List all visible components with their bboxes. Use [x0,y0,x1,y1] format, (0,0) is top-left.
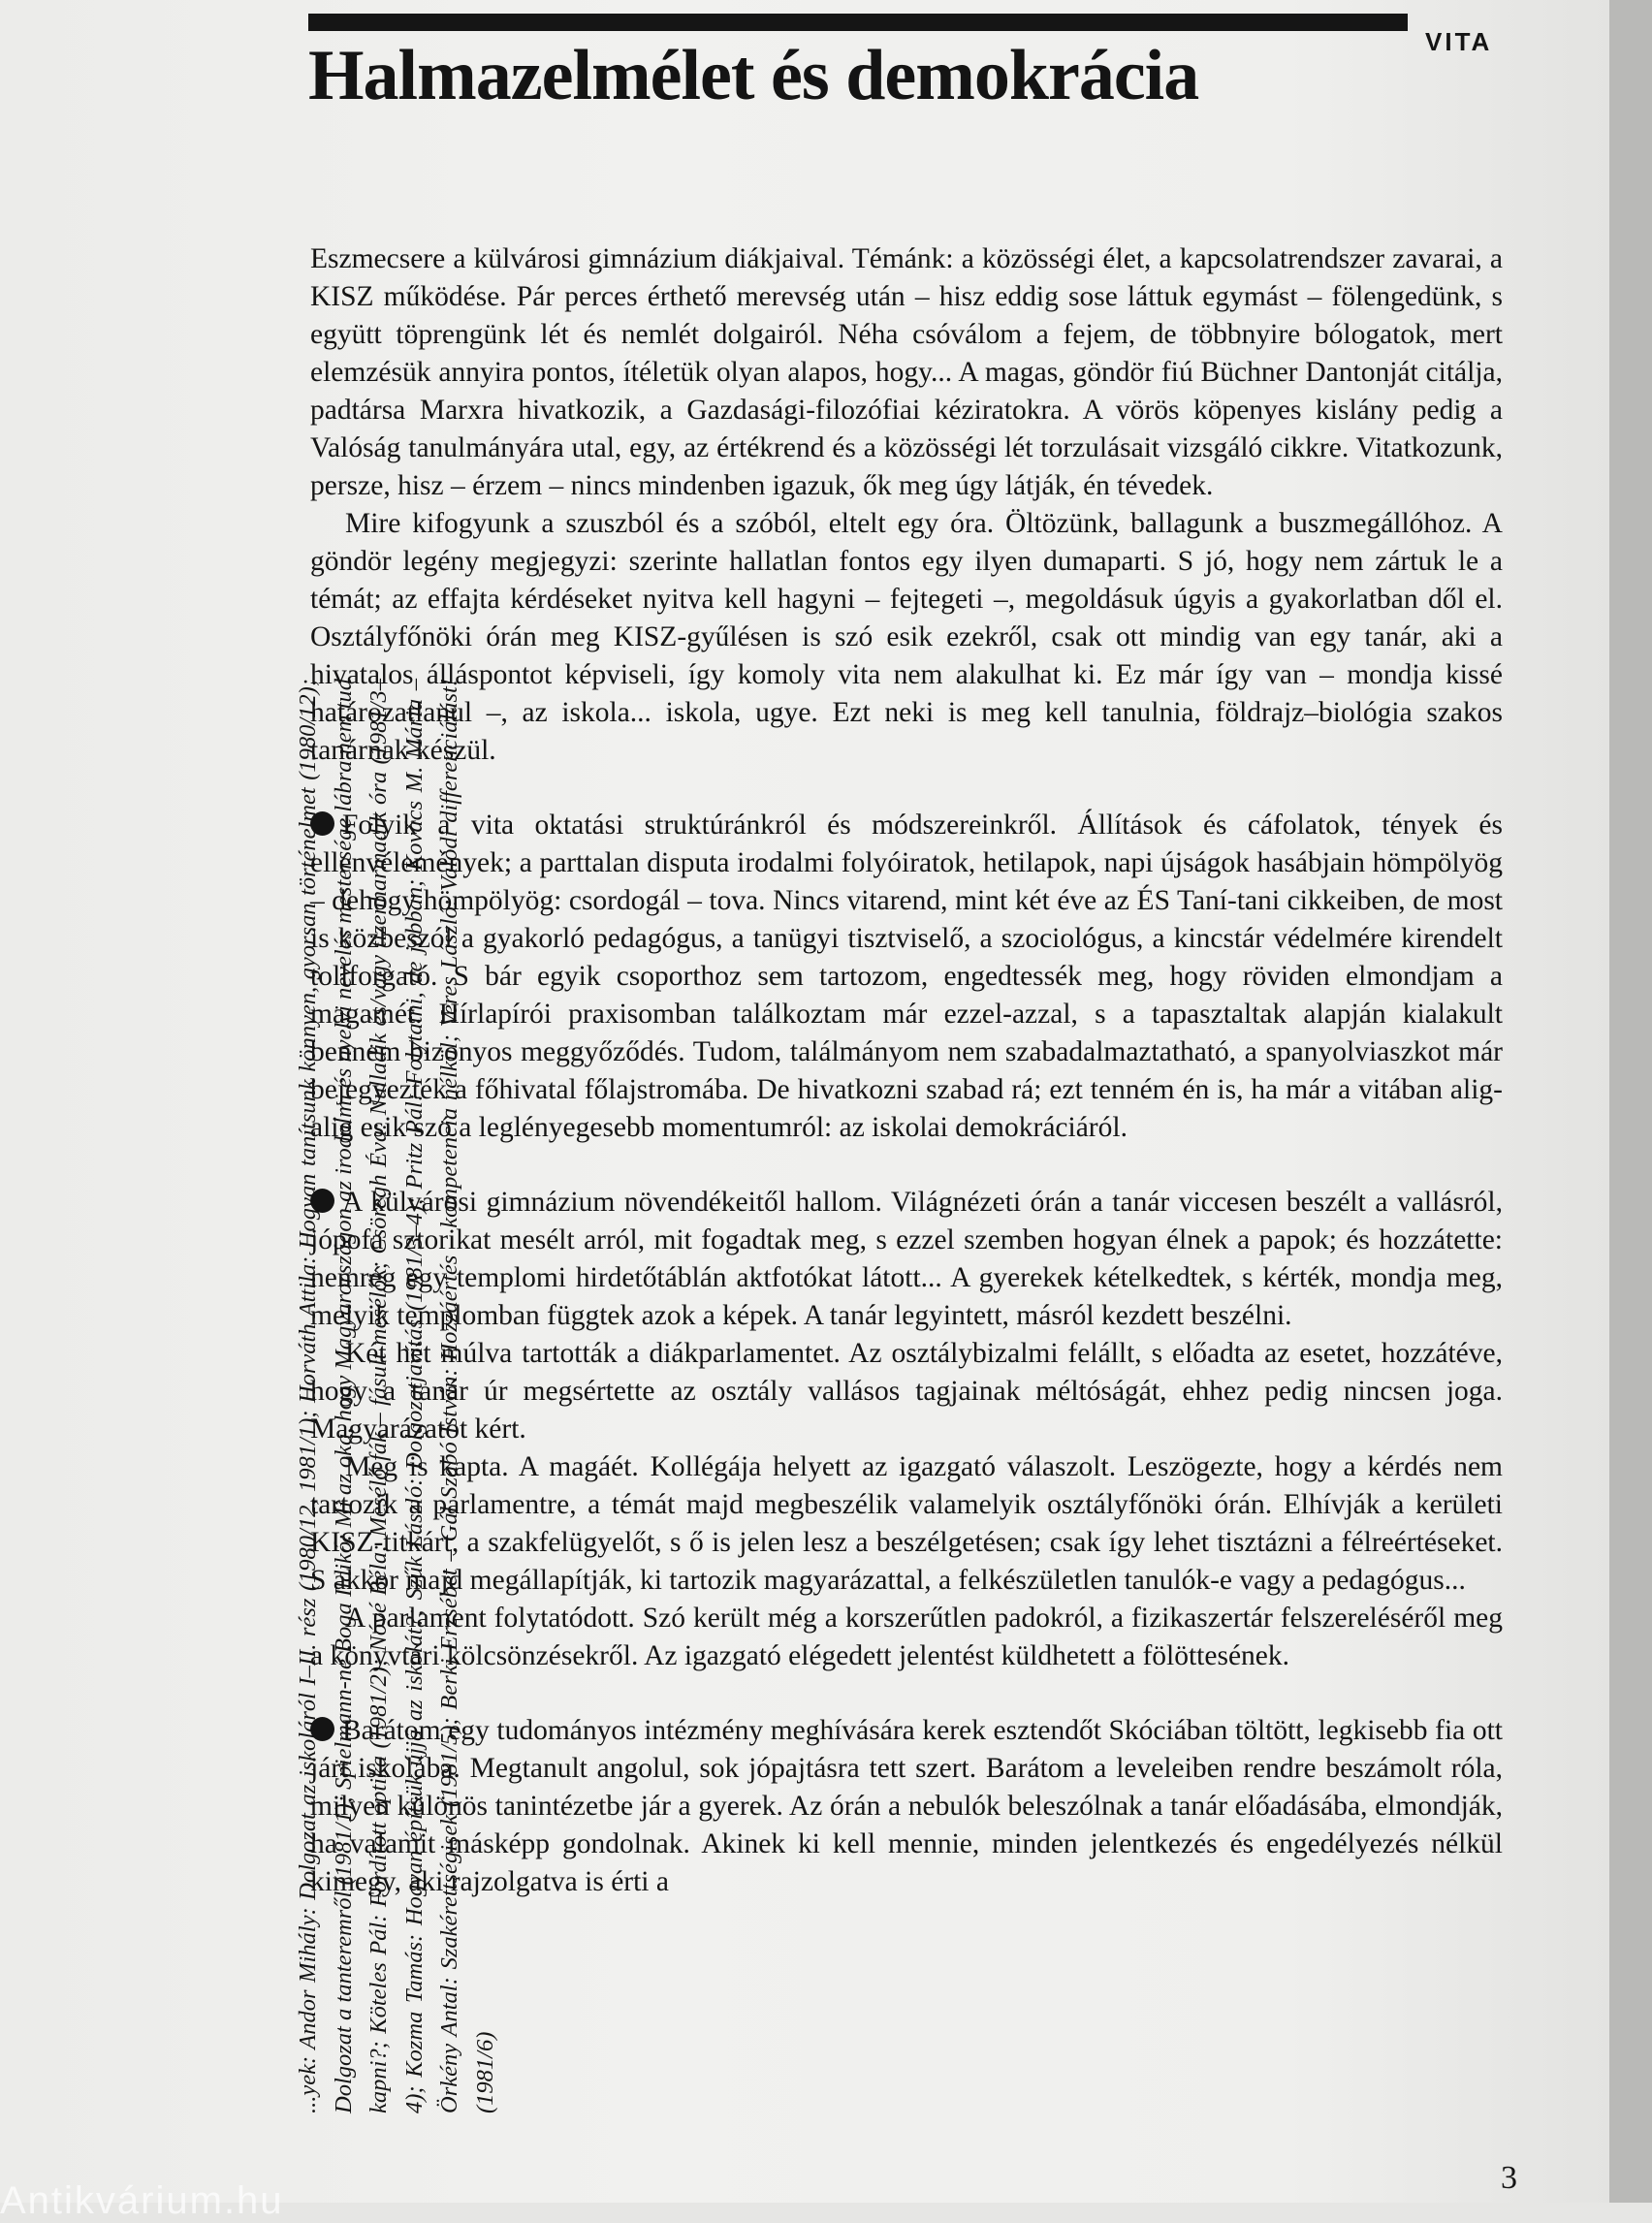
paragraph: Mire kifogyunk a szuszból és a szóból, eltelt egy óra. Öltözünk, ballagunk a buszmegállóhoz. A göndör legény megjegyzi: szerinte hallatlan fontos egy ilyen dumaparti. S jó, hogy nem zártuk le a témát; az effajta kérdéseket nyitva kell hagyni – fejtegeti –, megoldásuk úgyis a gyakorlatban dől el. Osztályfőnöki órán meg KISZ-gyűlésen is szó esik ezekről, csak ott mindig van egy tanár, aki a hivatalos álláspontot képviseli, így komoly vita nem alakulhat ki. Ez már így van – mondja kissé határozatlanul –, az iskola... iskola, ugye. Ezt neki is meg kell tanulnia, földrajz–biológia szakos tanárnak készül. [310,508,1503,766]
paragraph: Barátom egy tudományos intézmény meghívására kerek esztendőt Skóciában töltött, legkisebb fia ott járt iskolába. Megtanult angolul, sok jópajtásra tett szert. Barátom a leveleiben rendre beszámolt róla, milyen különös tanintézetbe jár a gyerek. Az órán a nebulók beleszólnak a tanár előadásába, elmondják, ha valamit másképp gondolnak. Akinek ki kell mennie, minden jelentkezés és engedélyezés nélkül kimegy, aki rajzolgatva is érti a [310,1715,1503,1897]
paragraph: Meg is kapta. A magáét. Kollégája helyett az igazgató válaszolt. Leszögezte, hogy a kérdés nem tartozik a parlamentre, a témát majd megbeszélik valamelyik osztályfőnöki órán. Elhívják a kerületi KISZ-titkárt, a szakfelügyelőt, s ő is jelen lesz a beszélgetésen; csak így lehet tisztázni a félreértéseket. S akkor majd megállapítják, ki tartozik magyarázattal, a felkészületlen tanulók-e vagy a pedagógus... [310,1451,1503,1596]
paragraph: A külvárosi gimnázium növendékeitől hallom. Világnézeti órán a tanár viccesen beszélt a vallásról, jópofa sztorikat mesélt arról, mit fogadtak meg, s ezzel szemben hogyan élnek a papok; és hozzátette: nemrég egy templomi hirdetőtáblán aktfotókat látott... A gyerekek kételkedtek, s kérték, mondja meg, melyik templomban függtek azok a képek. A tanár legyintett, másról kezdett beszélni. [310,1187,1503,1331]
article-title: Halmazelmélet és demokrácia [308,36,1199,115]
paragraph: Két hét múlva tartották a diákparlamentet. Az osztálybizalmi felállt, s előadta az esetet, hozzátéve, hogy a tanár úr megsértette az osztály vallásos tagjainak méltóságát, ehhez pedig nincsen joga. Magyarázatot kért. [310,1338,1503,1445]
watermark: Antikvárium.hu [0,2179,284,2222]
page-edge [1609,0,1652,2203]
section-label: VITA [1425,27,1493,56]
paragraph: A parlament folytatódott. Szó került még a korszerűtlen padokról, a fizikaszertár felszereléséről meg a könyvtári kölcsönzésekről. Az igazgató elégedett jelentést küldhetett a fölöttesének. [310,1603,1503,1671]
sidebar-references: ...yek: Andor Mihály: Dolgozat az iskoláról I–II. rész (1980/12, 1981/1); Horváth Attila: Hogyan tanítsunk könnyen, gyorsan történelmet (1980/12); Dolgozat a tanteremről (1981/1); Spielmann-né Boga Ildikó: Mi az oka, hogy Magyarországon az irodalmi és nyelvi nevelés mestersége lábra nem tud kapni?; Köteles Pál: Fordított optika (1981/2); Nóvé Béla: Mesélő fák – fásult mesélők; Csöregh Éva: Nulladik és/vagy tizenharmadik óra (1981/3–4); Kozma Tamás: Hogyan építsük újjá az iskolát?; Szűk László: Dolgozatjavítás (1981/3–4); Pritz Pál: Folytatni, de jobban; Kovács M. Mária – Örkény Antal: Szakérettségisek (1981/5); Berki Erzsébet – Gál Szabó István: Hozzáértés – kompetencia nélkül; Veres László: Valódi differenciálást! (1981/6) [295,679,498,2113]
header-rule [308,14,1408,31]
page-number: 3 [1501,2160,1517,2196]
paragraph: Eszmecsere a külvárosi gimnázium diákjaival. Témánk: a közösségi élet, a kapcsolatrendszer zavarai, a KISZ működése. Pár perces érthető merevség után – hisz eddig sose láttuk egymást – fölengedünk, s együtt töprengünk lét és nemlét dolgairól. Néha csóválom a fejem, de többnyire bólogatok, mert elemzésük annyira pontos, ítéletük olyan alapos, hogy... A magas, göndör fiú Büchner Dantonját citálja, padtársa Marxra hivatkozik, a Gazdasági-filozófiai kéziratokra. A vörös köpenyes kislány pedig a Valóság tanulmányára utal, egy, az értékrend és a közösségi lét torzulásait vizsgáló cikkre. Vitatkozunk, persze, hisz – érzem – nincs mindenben igazuk, ők meg úgy látják, én tévedek. [310,243,1503,501]
paragraph: Folyik a vita oktatási struktúránkról és módszereinkről. Állítások és cáfolatok, tények és ellenvélemények; a parttalan disputa irodalmi folyóiratok, hetilapok, napi újságok hasábjain hömpölyög – dehogy hömpölyög: csordogál – tova. Nincs vitarend, mint két éve az ÉS Taní-tani cikkeiben, de most is közbeszól a gyakorló pedagógus, a tanügyi tisztviselő, a szociológus, a kincstár védelmére kirendelt tollforgató. S bár egyik csoporthoz sem tartozom, engedtessék meg, hogy röviden elmondjam a magamét. Hírlapírói praxisomban találkoztam már ezzel-azzal, s a tapasztaltak alapján kialakult bennem bizonyos meggyőződés. Tudom, találmányom nem szabadalmaztatható, a spanyolviaszkot már bejegyezték a főhivatal főlajstromába. De hivatkozni szabad rá; ezt tenném én is, ha már a vitában alig-alig esik szó a leglényegesebb momentumról: az iskolai demokráciáról. [310,810,1503,1143]
